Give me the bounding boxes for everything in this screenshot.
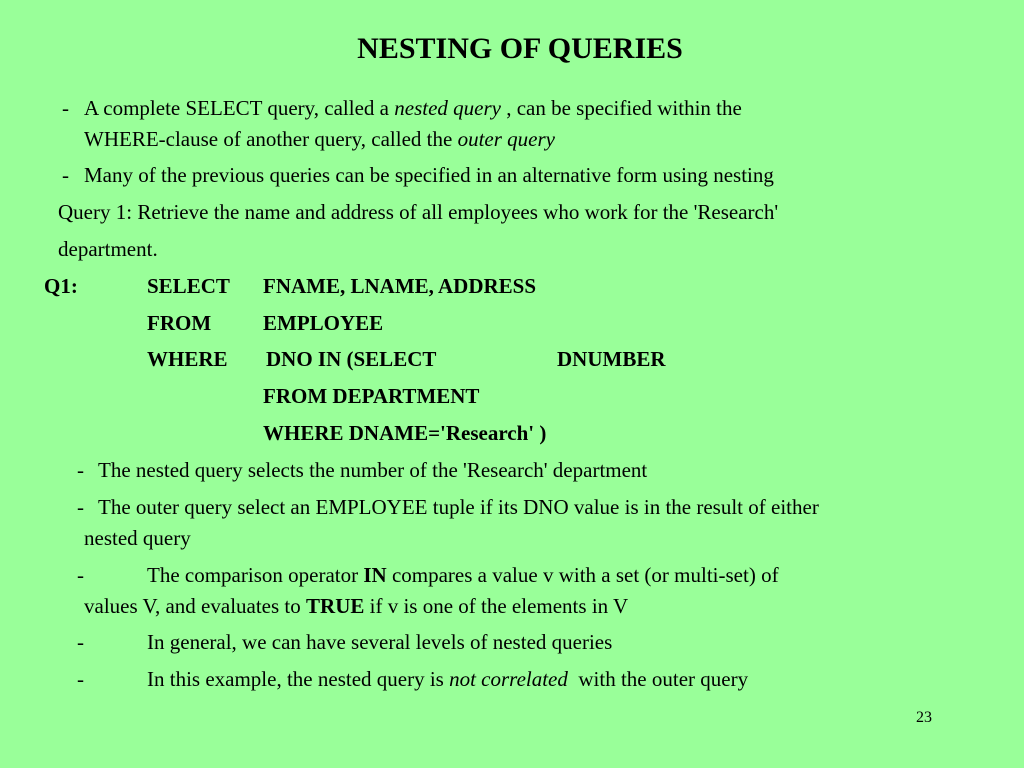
subquery-column: DNUMBER [557,347,666,371]
query-description-line-2: department. [58,237,158,261]
note-4-text: In general, we can have several levels of nested queries [147,630,613,654]
in-operator: IN [363,563,387,587]
note-2-line-1: The outer query select an EMPLOYEE tuple if its DNO value is in the result of either [98,495,819,519]
true-keyword: TRUE [306,594,365,618]
note-1-text: The nested query selects the number of the 'Research' department [98,458,648,482]
note-3-line-2-tail: if v is one of the elements in V [364,594,629,618]
subquery-where: WHERE DNAME='Research' ) [263,421,547,445]
note-5-text-start: In this example, the nested query is [147,667,450,691]
intro-1-line-1 [84,93,742,123]
note-3-line-1-tail: compares a value v with a set (or multi-set) of [386,563,779,587]
intro-2-text: Many of the previous queries can be specified in an alternative form using nesting [84,163,774,187]
intro-1-line-1-tail: , can be specified within the [500,96,742,120]
intro-1-line-2 [84,124,555,154]
intro-2-dash: - [62,163,69,187]
intro-1-line-1-text: A complete SELECT query, called a [84,96,395,120]
nested-query-term: nested query [394,96,501,120]
from-table: EMPLOYEE [263,311,384,335]
subquery-from: FROM DEPARTMENT [263,384,480,408]
select-keyword: SELECT [147,274,230,298]
where-condition: DNO IN (SELECT [266,347,437,371]
intro-1-line-2-text: WHERE-clause of another query, called the [84,127,458,151]
note-5-text [147,664,748,694]
note-4-dash: - [77,630,84,654]
page-number: 23 [916,709,932,726]
note-5-dash: - [77,667,84,691]
note-3-line-1 [147,560,779,590]
slide-title: NESTING OF QUERIES [357,32,683,65]
note-2-dash: - [77,495,84,519]
query-description-line-1: Query 1: Retrieve the name and address of all employees who work for the 'Research' [58,200,779,224]
from-keyword: FROM [147,311,212,335]
outer-query-term: outer query [457,127,555,151]
note-3-line-2 [84,591,628,621]
query-label: Q1: [44,274,78,298]
note-3-line-1-text: The comparison operator [147,563,364,587]
intro-1-dash: - [62,96,69,120]
note-5-text-end: with the outer query [567,667,749,691]
note-1-dash: - [77,458,84,482]
note-3-line-2-text: values V, and evaluates to [84,594,307,618]
not-correlated-term: not correlated [449,667,568,691]
select-columns: FNAME, LNAME, ADDRESS [263,274,537,298]
where-keyword: WHERE [147,347,228,371]
note-3-dash: - [77,563,84,587]
note-2-line-2: nested query [84,526,191,550]
